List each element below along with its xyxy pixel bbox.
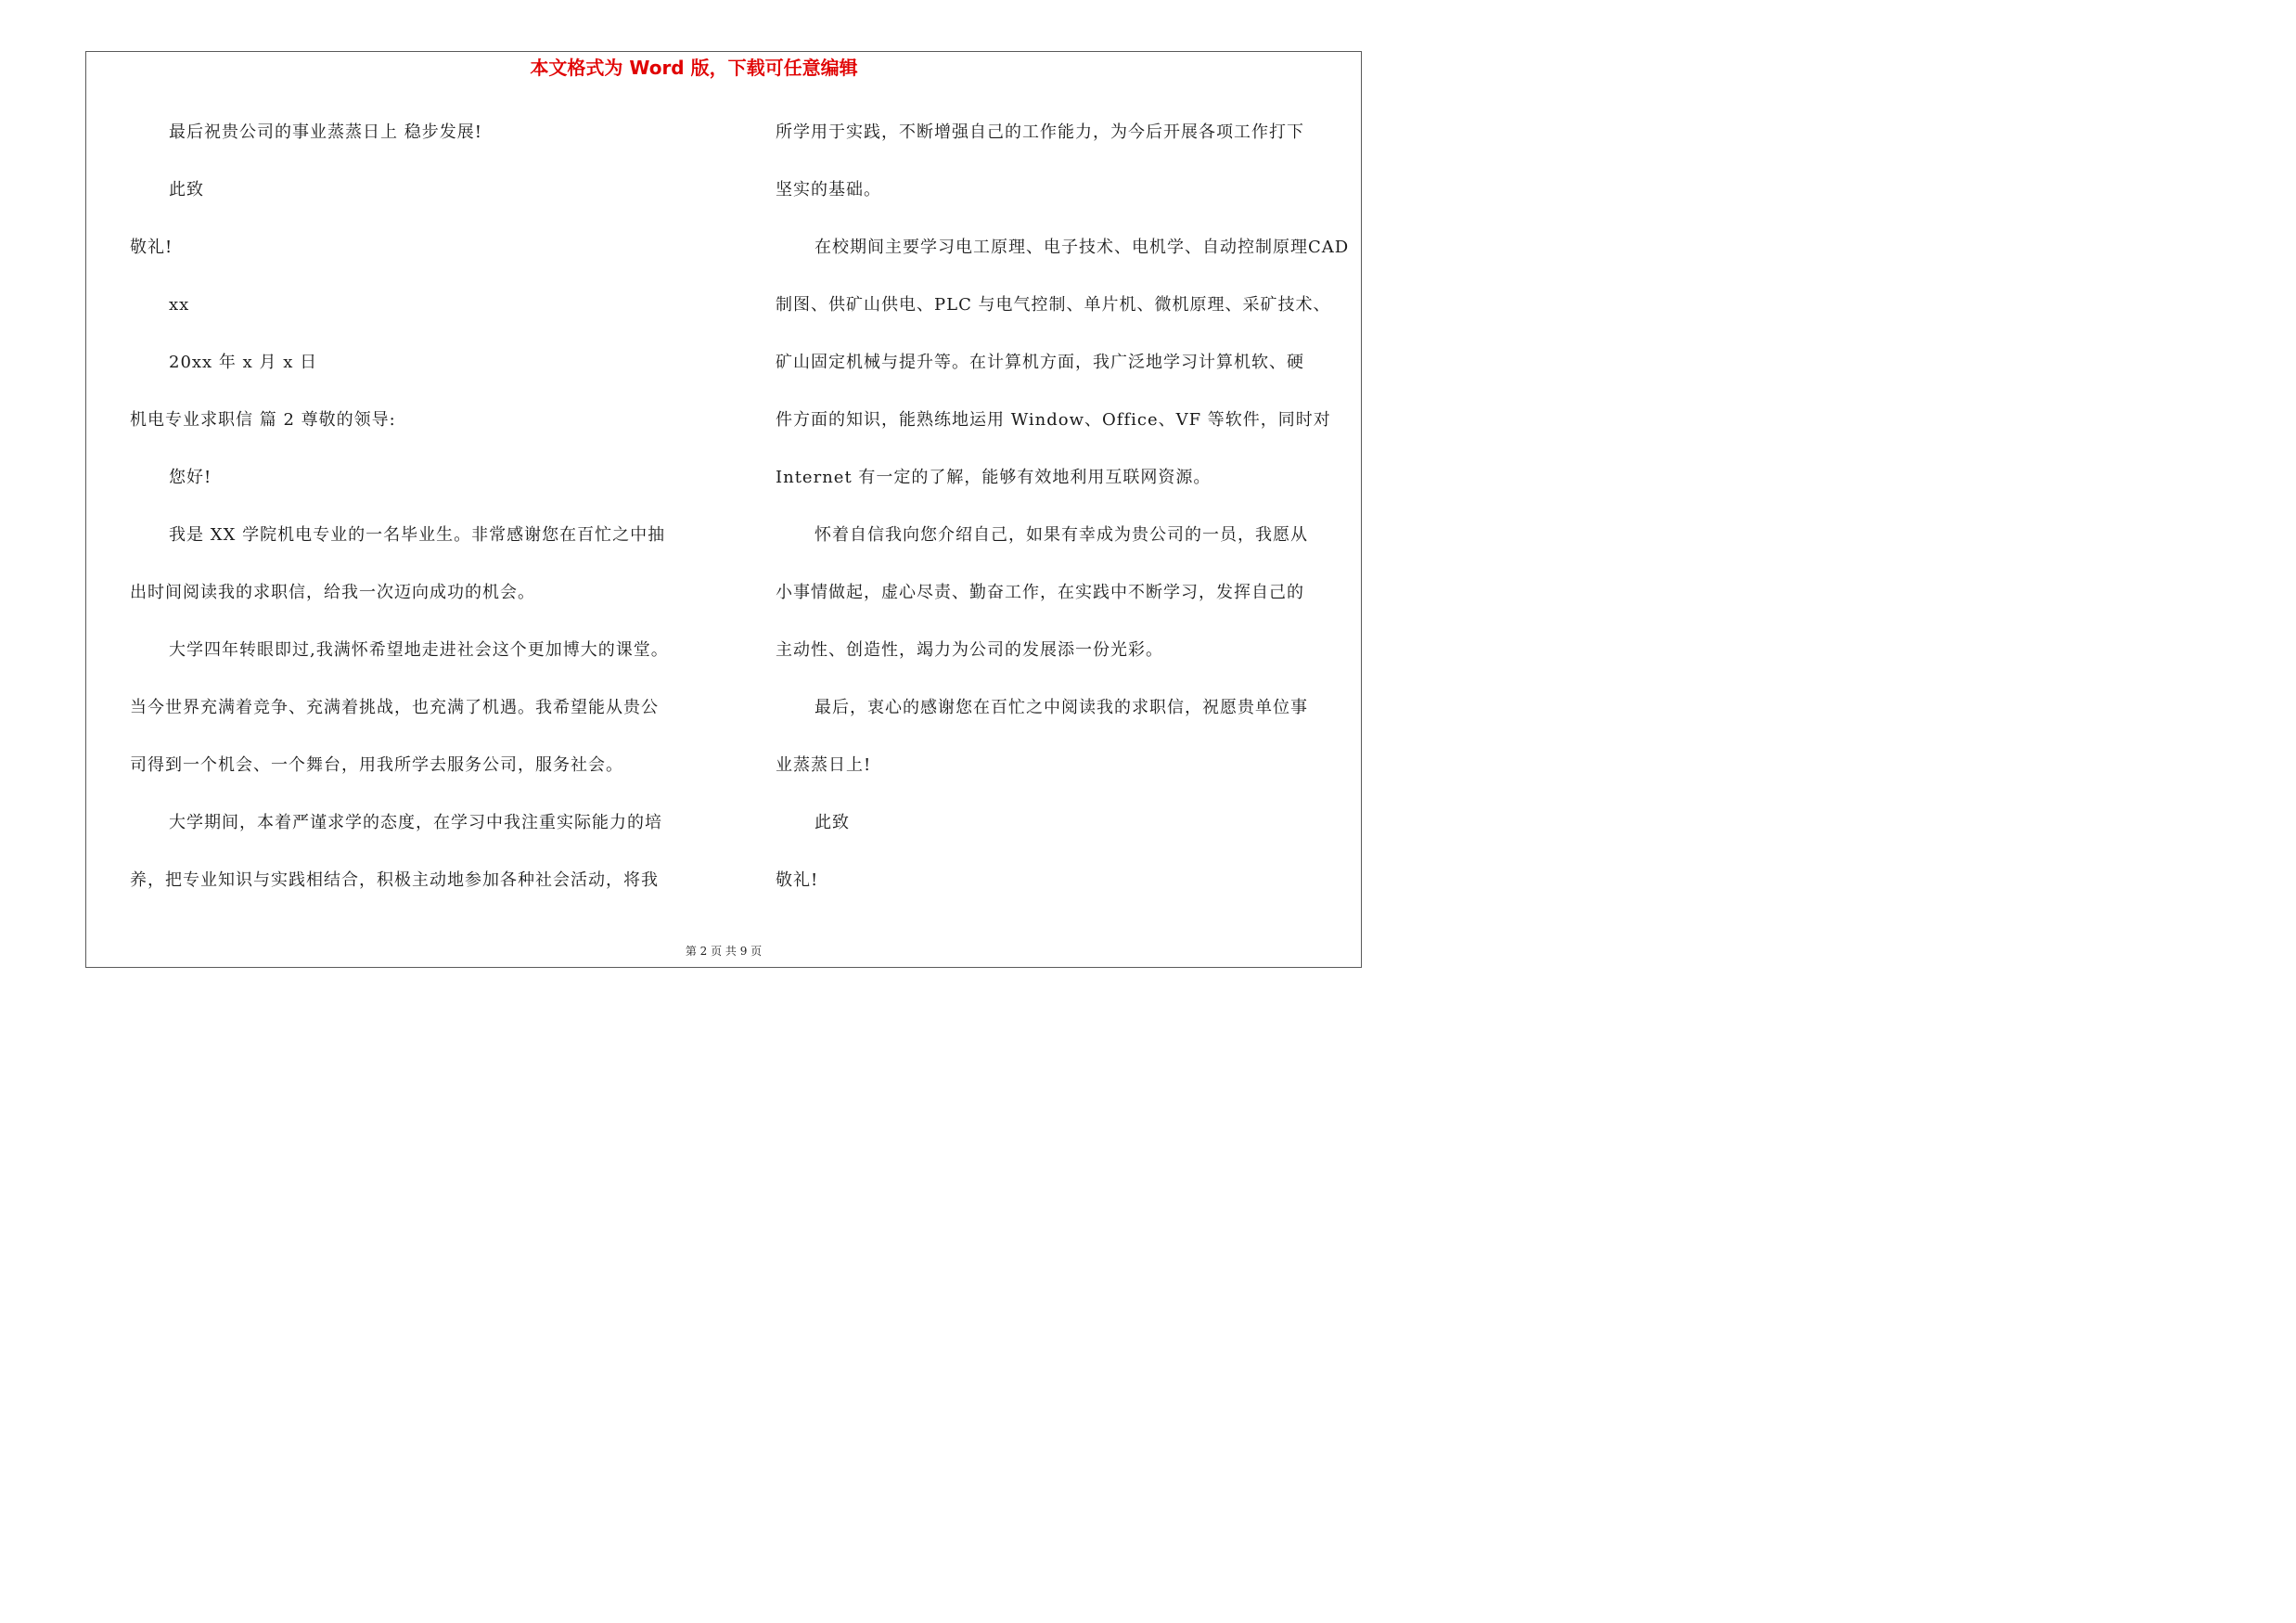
text-line: 此致 — [169, 180, 204, 200]
text-line: 敬礼! — [130, 238, 173, 257]
text-line: 矿山固定机械与提升等。在计算机方面，我广泛地学习计算机软、硬 — [776, 353, 1304, 372]
text-line: Internet 有一定的了解，能够有效地利用互联网资源。 — [776, 468, 1212, 487]
text-line: 件方面的知识，能熟练地运用 Window、Office、VF 等软件，同时对 — [776, 410, 1331, 430]
text-line: 机电专业求职信 篇 2 尊敬的领导: — [130, 410, 396, 430]
text-line: 当今世界充满着竞争、充满着挑战，也充满了机遇。我希望能从贵公 — [130, 698, 659, 717]
text-line: 我是 XX 学院机电专业的一名毕业生。非常感谢您在百忙之中抽 — [169, 525, 666, 545]
text-line: 怀着自信我向您介绍自己，如果有幸成为贵公司的一员，我愿从 — [815, 525, 1308, 545]
text-line: 大学期间，本着严谨求学的态度，在学习中我注重实际能力的培 — [169, 813, 662, 832]
text-line: 坚实的基础。 — [776, 180, 881, 200]
format-notice-banner: 本文格式为 Word 版，下载可任意编辑 — [530, 57, 858, 79]
text-line: 司得到一个机会、一个舞台，用我所学去服务公司，服务社会。 — [130, 755, 623, 775]
text-line: 出时间阅读我的求职信，给我一次迈向成功的机会。 — [130, 583, 535, 602]
text-line: 在校期间主要学习电工原理、电子技术、电机学、自动控制原理CAD — [815, 238, 1350, 257]
text-line: 20xx 年 x 月 x 日 — [169, 353, 318, 372]
text-line: 养，把专业知识与实践相结合，积极主动地参加各种社会活动，将我 — [130, 870, 659, 890]
text-line: 大学四年转眼即过,我满怀希望地走进社会这个更加博大的课堂。 — [169, 640, 669, 660]
text-line: 敬礼! — [776, 870, 819, 890]
page-number-footer: 第 2 页 共 9 页 — [685, 945, 763, 958]
text-line: 最后，衷心的感谢您在百忙之中阅读我的求职信，祝愿贵单位事 — [815, 698, 1308, 717]
text-line: xx — [169, 295, 190, 315]
text-line: 所学用于实践，不断增强自己的工作能力，为今后开展各项工作打下 — [776, 122, 1304, 142]
text-line: 您好! — [169, 468, 212, 487]
text-line: 业蒸蒸日上! — [776, 755, 872, 775]
text-line: 此致 — [815, 813, 850, 832]
left-column — [130, 104, 720, 909]
text-line: 主动性、创造性，竭力为公司的发展添一份光彩。 — [776, 640, 1163, 660]
text-line: 最后祝贵公司的事业蒸蒸日上 稳步发展! — [169, 122, 482, 142]
text-line: 小事情做起，虚心尽责、勤奋工作，在实践中不断学习，发挥自己的 — [776, 583, 1304, 602]
right-column — [776, 104, 1360, 909]
text-line: 制图、供矿山供电、PLC 与电气控制、单片机、微机原理、采矿技术、 — [776, 295, 1331, 315]
